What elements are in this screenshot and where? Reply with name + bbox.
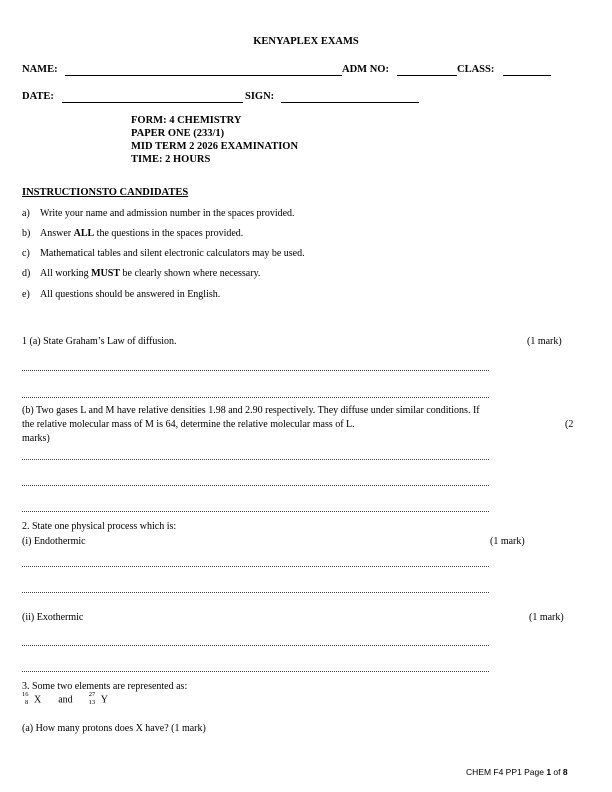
footer-of: of [551,767,563,777]
instruction-text: Answer [40,228,74,239]
instruction-text: Write your name and admission number in the spaces provided. [40,208,295,219]
date-field[interactable] [62,90,243,103]
instruction-text: the questions in the spaces provided. [94,228,244,239]
instruction-text: All working [40,268,92,279]
question-3: 3. Some two elements are represented as: [22,681,188,692]
answer-line[interactable] [22,511,489,512]
y-atomic-number: 13 [88,699,96,706]
footer-page: 1 [546,767,552,777]
instruction-text: All questions should be answered in English. [40,289,221,300]
and-word: and [58,694,73,706]
answer-line[interactable] [22,370,489,371]
question-1b-line1: (b) Two gases L and M have relative densities 1.98 and 2.90 respectively. They diffuse under similar conditions. If [22,405,480,416]
exam-term: MID TERM 2 2026 EXAMINATION [131,141,299,152]
adm-label: ADM NO: [342,64,389,75]
paper-code: PAPER ONE (233/1) [131,128,225,139]
date-label: DATE: [22,91,54,102]
answer-line[interactable] [22,566,489,567]
y-mass-number: 27 [88,691,96,698]
instruction-item [22,268,260,279]
answer-line[interactable] [22,645,489,646]
x-atomic-number: 8 [25,699,29,706]
answer-line[interactable] [22,671,489,672]
question-2i: (i) Endothermic [22,536,86,547]
answer-line[interactable] [22,592,489,593]
answer-line[interactable] [22,485,489,486]
instruction-item [22,248,305,259]
instruction-item [22,289,220,300]
name-field[interactable] [65,63,342,76]
question-1b-mark: (2 [565,419,574,430]
instructions-heading: INSTRUCTIONSTO CANDIDATES [22,187,189,198]
sign-label: SIGN: [245,91,275,102]
y-symbol: Y [100,694,108,706]
form-subject: FORM: 4 CHEMISTRY [131,115,242,126]
answer-line[interactable] [22,397,489,398]
instruction-text: be clearly shown where necessary. [120,268,261,279]
exam-time: TIME: 2 HOURS [131,154,211,165]
instruction-marker: c) [22,248,30,259]
class-label: CLASS: [457,64,495,75]
instruction-item [22,208,295,219]
instruction-item [22,228,243,239]
question-2ii-mark: (1 mark) [529,612,564,623]
question-2ii: (ii) Exothermic [22,612,84,623]
question-1b-mark-cont: marks) [22,433,50,444]
question-2: 2. State one physical process which is: [22,521,177,532]
instruction-marker: a) [22,208,30,219]
footer-prefix: CHEM F4 PP1 Page [466,767,547,777]
question-2i-mark: (1 mark) [490,536,525,547]
nuclide-notation [22,691,108,706]
footer-total: 8 [562,767,568,777]
question-1b-line2: the relative molecular mass of M is 64, determine the relative molecular mass of L. [22,419,355,430]
x-mass-number: 16 [22,691,29,698]
adm-field[interactable] [397,63,457,76]
exam-title: KENYAPLEX EXAMS [253,36,359,47]
instruction-marker: d) [22,268,31,279]
instruction-emphasis: ALL [73,228,95,239]
question-3a: (a) How many protons does X have? (1 mark) [22,723,206,734]
class-field[interactable] [503,63,551,76]
question-1a-mark: (1 mark) [527,336,562,347]
question-1a: 1 (a) State Graham’s Law of diffusion. [22,336,177,347]
answer-line[interactable] [22,459,489,460]
instruction-emphasis: MUST [91,268,121,279]
instruction-marker: e) [22,289,30,300]
page-footer [466,767,568,777]
instruction-text: Mathematical tables and silent electronic calculators may be used. [40,248,305,259]
name-label: NAME: [22,64,58,75]
instruction-marker: b) [22,228,31,239]
x-symbol: X [34,694,42,706]
sign-field[interactable] [281,90,419,103]
